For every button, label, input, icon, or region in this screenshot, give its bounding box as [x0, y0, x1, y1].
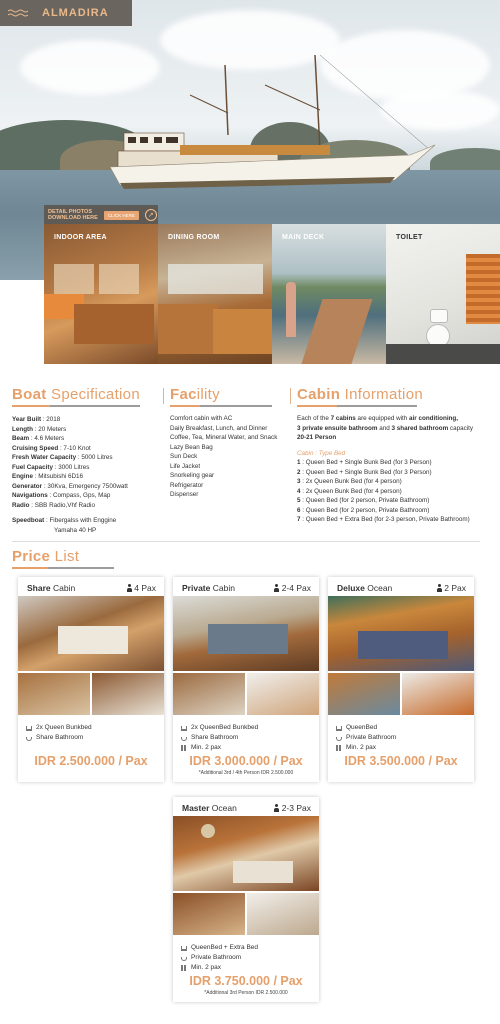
spec-row: Generator : 30Kva, Emergency 7500watt — [12, 482, 128, 490]
spec-row: Engine : Mitsubishi 6D16 — [12, 473, 84, 480]
gallery-main-deck[interactable] — [272, 224, 386, 364]
detail-photos-download-button[interactable] — [44, 205, 158, 225]
bed-icon — [181, 946, 187, 951]
gallery-toilet[interactable] — [386, 224, 500, 364]
spec-row: Beam : 4.6 Meters — [12, 435, 65, 442]
cta-line-1: DETAIL PHOTOS — [48, 209, 93, 215]
cabin-photo — [173, 893, 245, 935]
price-card-deluxe-ocean[interactable] — [328, 577, 474, 782]
cabin-photo — [18, 596, 164, 671]
cabin-photo — [92, 673, 164, 715]
cabin-type-heading: Cabin : Type Bed — [297, 449, 346, 457]
bed-icon — [26, 726, 32, 731]
boat-illustration — [110, 55, 440, 195]
cabin-photo — [328, 673, 400, 715]
people-icon — [181, 745, 187, 751]
person-icon — [274, 804, 280, 812]
spec-row: Fuel Capacity : 3000 Litres — [12, 463, 90, 471]
card-title: Share Cabin — [27, 583, 76, 593]
spec-row: Year Built : 2018 — [12, 416, 61, 423]
facility-item: Lazy Bean Bag — [170, 443, 213, 451]
card-price-note: *Additional 3rd / 4th Person IDR 2.500.000 — [198, 770, 294, 776]
card-price: IDR 3.500.000 / Pax — [344, 754, 458, 768]
card-price: IDR 3.750.000 / Pax — [189, 974, 303, 988]
cabin-row: 2 : Queen Bed + Single Bunk Bed (for 3 Person) — [297, 468, 432, 476]
bathtub-icon — [336, 737, 342, 741]
card-price-note: *Additional 3rd Person IDR 2.500.000 — [204, 990, 288, 996]
photo-gallery — [44, 224, 500, 364]
card-pax: 2-4 Pax — [274, 583, 311, 593]
section-divider — [12, 541, 480, 542]
spec-row: Navigations : Compass, Gps, Map — [12, 492, 111, 499]
boat-spec-list — [12, 415, 162, 535]
brand-header — [0, 0, 132, 26]
bed-icon — [181, 726, 187, 731]
card-title: Master Ocean — [182, 803, 237, 813]
card-pax: 2 Pax — [436, 583, 466, 593]
facility-item: Life Jacket — [170, 462, 201, 470]
card-price: IDR 3.000.000 / Pax — [189, 754, 303, 768]
facility-item: Comfort cabin with AC — [170, 415, 233, 422]
price-card-share-cabin[interactable] — [18, 577, 164, 782]
cursor-click-icon: ↗ — [145, 209, 157, 221]
cabin-photo — [173, 816, 319, 891]
card-price: IDR 2.500.000 / Pax — [34, 754, 148, 768]
facility-item: Sun Deck — [170, 453, 198, 460]
bathtub-icon — [181, 957, 187, 961]
facility-item: Refrigerator — [170, 481, 204, 489]
wave-icon — [8, 9, 28, 17]
card-features: QueenBed + Extra Bed Private Bathroom Min. 2 pax — [181, 943, 258, 973]
card-pax: 4 Pax — [126, 583, 156, 593]
card-title: Private Cabin — [182, 583, 235, 593]
person-icon — [274, 584, 280, 592]
cabin-row: 1 : Queen Bed + Single Bunk Bed (for 3 Person) — [297, 459, 432, 466]
facility-title: Facility — [170, 386, 220, 403]
cabin-photo — [173, 673, 245, 715]
card-features: QueenBed Private Bathroom Min. 2 pax — [336, 723, 396, 753]
gallery-label: MAIN DECK — [282, 234, 325, 241]
spec-row: Cruising Speed : 7-10 Knot — [12, 444, 91, 452]
cabin-row: 3 : 2x Queen Bunk Bed (for 4 person) — [297, 478, 402, 485]
bathtub-icon — [181, 737, 187, 741]
cabin-row: 6 : Queen Bed (for 2 person, Private Bathroom) — [297, 506, 430, 514]
cabin-photo — [402, 673, 474, 715]
cabin-photo — [328, 596, 474, 671]
gallery-indoor-area[interactable] — [44, 224, 158, 364]
card-features: 2x Queen Bunkbed Share Bathroom — [26, 723, 92, 743]
person-icon — [126, 584, 132, 592]
people-icon — [336, 745, 342, 751]
gallery-label: TOILET — [396, 234, 423, 241]
gallery-label: INDOOR AREA — [54, 234, 107, 241]
cabin-intro: Each of the 7 cabins are equipped with air conditioning, 3 private ensuite bathroom and 3 shared bathroom capacity 20-21 Person — [297, 415, 474, 441]
cabin-photo — [18, 673, 90, 715]
card-pax: 2-3 Pax — [274, 803, 311, 813]
card-title: Deluxe Ocean — [337, 583, 393, 593]
cabin-info-title: Cabin Information — [297, 386, 423, 403]
cabin-row: 5 : Queen Bed (for 2 person, Private Bathroom) — [297, 497, 430, 504]
price-card-master-ocean[interactable] — [173, 797, 319, 1002]
spec-row-speedboat: Speedboat : Fibergalss with Enggine — [12, 517, 117, 524]
boat-spec-title: Boat Specification — [12, 386, 140, 403]
cabin-photo — [247, 673, 319, 715]
cabin-info-block — [297, 414, 497, 525]
price-card-private-cabin[interactable] — [173, 577, 319, 782]
spec-row: Radio : SBB Radio,Vhf Radio — [12, 501, 95, 509]
cta-line-2: DOWNLOAD HERE — [48, 215, 98, 221]
people-icon — [181, 965, 187, 971]
cabin-photo — [173, 596, 319, 671]
facility-item: Dispenser — [170, 491, 199, 498]
gallery-dining-room[interactable] — [158, 224, 272, 364]
facility-item: Coffee, Tea, Mineral Water, and Snack — [170, 434, 278, 441]
click-here-button[interactable]: CLICK HERE — [104, 211, 139, 220]
bathtub-icon — [26, 737, 32, 741]
brand-name: ALMADIRA — [42, 7, 109, 19]
price-list-title: Price List — [12, 548, 80, 565]
bed-icon — [336, 726, 342, 731]
person-icon — [436, 584, 442, 592]
spec-row-speedboat-engine: Yamaha 40 HP — [54, 526, 97, 534]
gallery-label: DINING ROOM — [168, 234, 220, 241]
cabin-photo — [247, 893, 319, 935]
facility-item: Daily Breakfast, Lunch, and Dinner — [170, 424, 268, 432]
cabin-row: 4 : 2x Queen Bunk Bed (for 4 person) — [297, 487, 402, 495]
facility-list — [170, 414, 290, 500]
card-features: 2x QueenBed Bunkbed Share Bathroom Min. 2 pax — [181, 723, 258, 753]
cabin-row: 7 : Queen Bed + Extra Bed (for 2-3 person, Private Bathroom) — [297, 516, 470, 523]
facility-item: Snorkeling gear — [170, 472, 215, 479]
spec-row: Fresh Water Capacity : 5000 Litres — [12, 454, 113, 461]
spec-row: Length : 20 Meters — [12, 425, 67, 433]
